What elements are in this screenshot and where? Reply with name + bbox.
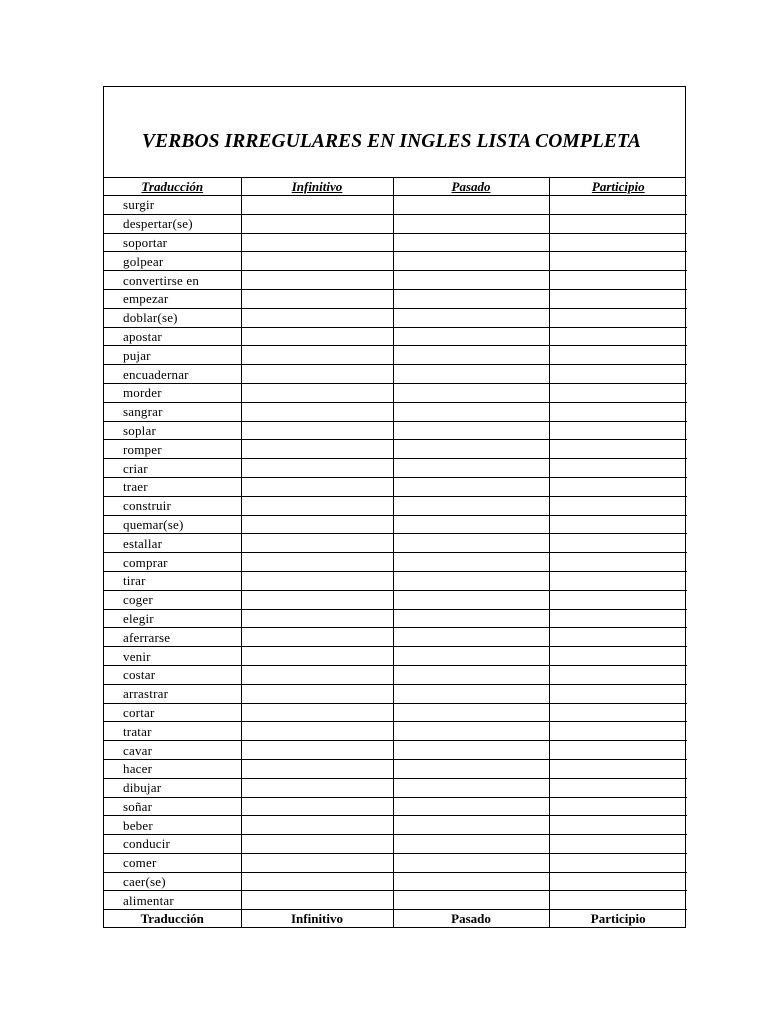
past-cell[interactable] <box>393 778 549 797</box>
infinitive-cell[interactable] <box>241 515 393 534</box>
participle-cell[interactable] <box>549 327 687 346</box>
translation-cell: cavar <box>104 741 241 760</box>
footer-participio: Participio <box>590 911 646 927</box>
participle-cell[interactable] <box>549 741 687 760</box>
infinitive-cell[interactable] <box>241 496 393 515</box>
footer-infinitivo: Infinitivo <box>241 910 393 928</box>
infinitive-cell[interactable] <box>241 477 393 496</box>
translation-cell: surgir <box>104 196 241 215</box>
verb-table-body <box>104 196 687 910</box>
past-cell[interactable] <box>393 853 549 872</box>
past-cell[interactable] <box>393 252 549 271</box>
participle-cell[interactable] <box>549 684 687 703</box>
participle-cell[interactable] <box>549 534 687 553</box>
table-header-row <box>104 178 687 196</box>
translation-cell: convertirse en <box>104 271 241 290</box>
translation-cell: doblar(se) <box>104 308 241 327</box>
translation-cell: venir <box>104 647 241 666</box>
past-cell[interactable] <box>393 271 549 290</box>
table-row <box>104 797 687 816</box>
infinitive-cell[interactable] <box>241 759 393 778</box>
past-cell[interactable] <box>393 365 549 384</box>
table-footer-row <box>104 910 687 928</box>
participle-cell[interactable] <box>549 835 687 854</box>
infinitive-cell[interactable] <box>241 346 393 365</box>
past-cell[interactable] <box>393 402 549 421</box>
infinitive-cell[interactable] <box>241 459 393 478</box>
translation-cell: arrastrar <box>104 684 241 703</box>
footer-pasado: Pasado <box>393 910 549 928</box>
translation-cell: apostar <box>104 327 241 346</box>
translation-cell: elegir <box>104 609 241 628</box>
past-cell[interactable] <box>393 308 549 327</box>
participle-cell[interactable] <box>549 383 687 402</box>
infinitive-cell[interactable] <box>241 534 393 553</box>
infinitive-cell[interactable] <box>241 816 393 835</box>
participle-cell[interactable] <box>549 797 687 816</box>
translation-cell: sangrar <box>104 402 241 421</box>
table-row <box>104 515 687 534</box>
participle-cell[interactable] <box>549 214 687 233</box>
infinitive-cell[interactable] <box>241 628 393 647</box>
infinitive-cell[interactable] <box>241 214 393 233</box>
participle-cell[interactable] <box>549 459 687 478</box>
table-row <box>104 534 687 553</box>
participle-cell[interactable] <box>549 703 687 722</box>
infinitive-cell[interactable] <box>241 872 393 891</box>
participle-cell[interactable] <box>549 853 687 872</box>
table-row <box>104 665 687 684</box>
table-row <box>104 214 687 233</box>
infinitive-cell[interactable] <box>241 797 393 816</box>
verb-table <box>104 178 687 927</box>
translation-cell: tratar <box>104 722 241 741</box>
participle-cell[interactable] <box>549 553 687 572</box>
table-row <box>104 853 687 872</box>
translation-cell: criar <box>104 459 241 478</box>
past-cell[interactable] <box>393 609 549 628</box>
infinitive-cell[interactable] <box>241 365 393 384</box>
table-row <box>104 477 687 496</box>
table-row <box>104 196 687 215</box>
infinitive-cell[interactable] <box>241 590 393 609</box>
participle-cell[interactable] <box>549 346 687 365</box>
infinitive-cell[interactable] <box>241 741 393 760</box>
infinitive-cell[interactable] <box>241 233 393 252</box>
past-cell[interactable] <box>393 477 549 496</box>
table-row <box>104 402 687 421</box>
table-row <box>104 289 687 308</box>
past-cell[interactable] <box>393 553 549 572</box>
infinitive-cell[interactable] <box>241 402 393 421</box>
participle-cell[interactable] <box>549 440 687 459</box>
participle-cell[interactable] <box>549 196 687 215</box>
translation-cell: hacer <box>104 759 241 778</box>
table-row <box>104 271 687 290</box>
infinitive-cell[interactable] <box>241 684 393 703</box>
translation-cell: soportar <box>104 233 241 252</box>
participle-cell[interactable] <box>549 421 687 440</box>
table-row <box>104 383 687 402</box>
translation-cell: construir <box>104 496 241 515</box>
past-cell[interactable] <box>393 684 549 703</box>
infinitive-cell[interactable] <box>241 383 393 402</box>
infinitive-cell[interactable] <box>241 196 393 215</box>
past-cell[interactable] <box>393 759 549 778</box>
infinitive-cell[interactable] <box>241 421 393 440</box>
participle-cell[interactable] <box>549 308 687 327</box>
past-cell[interactable] <box>393 515 549 534</box>
header-participio: Participio <box>549 178 687 196</box>
translation-cell: soplar <box>104 421 241 440</box>
table-row <box>104 628 687 647</box>
infinitive-cell[interactable] <box>241 271 393 290</box>
infinitive-cell[interactable] <box>241 289 393 308</box>
table-row <box>104 778 687 797</box>
participle-cell[interactable] <box>549 496 687 515</box>
translation-cell: cortar <box>104 703 241 722</box>
participle-cell[interactable] <box>549 609 687 628</box>
table-row <box>104 703 687 722</box>
translation-cell: tirar <box>104 571 241 590</box>
past-cell[interactable] <box>393 214 549 233</box>
participle-cell[interactable] <box>549 271 687 290</box>
table-row <box>104 421 687 440</box>
infinitive-cell[interactable] <box>241 647 393 666</box>
past-cell[interactable] <box>393 590 549 609</box>
infinitive-cell[interactable] <box>241 665 393 684</box>
past-cell[interactable] <box>393 835 549 854</box>
table-row <box>104 872 687 891</box>
translation-cell: despertar(se) <box>104 214 241 233</box>
past-cell[interactable] <box>393 534 549 553</box>
translation-cell: aferrarse <box>104 628 241 647</box>
participle-cell[interactable] <box>549 590 687 609</box>
participle-cell[interactable] <box>549 647 687 666</box>
table-row <box>104 647 687 666</box>
translation-cell: conducir <box>104 835 241 854</box>
infinitive-cell[interactable] <box>241 308 393 327</box>
infinitive-cell[interactable] <box>241 722 393 741</box>
participle-cell[interactable] <box>549 872 687 891</box>
table-row <box>104 308 687 327</box>
past-cell[interactable] <box>393 289 549 308</box>
past-cell[interactable] <box>393 797 549 816</box>
translation-cell: empezar <box>104 289 241 308</box>
table-row <box>104 590 687 609</box>
past-cell[interactable] <box>393 196 549 215</box>
participle-cell[interactable] <box>549 571 687 590</box>
table-row <box>104 759 687 778</box>
participle-cell[interactable] <box>549 477 687 496</box>
translation-cell: traer <box>104 477 241 496</box>
past-cell[interactable] <box>393 722 549 741</box>
past-cell[interactable] <box>393 647 549 666</box>
translation-cell: alimentar <box>104 891 241 910</box>
infinitive-cell[interactable] <box>241 891 393 910</box>
participle-cell[interactable] <box>549 778 687 797</box>
past-cell[interactable] <box>393 665 549 684</box>
table-row <box>104 609 687 628</box>
translation-cell: pujar <box>104 346 241 365</box>
table-row <box>104 496 687 515</box>
past-cell[interactable] <box>393 703 549 722</box>
participle-cell[interactable] <box>549 252 687 271</box>
translation-cell: morder <box>104 383 241 402</box>
participle-cell[interactable] <box>549 365 687 384</box>
translation-cell: comer <box>104 853 241 872</box>
participle-cell[interactable] <box>549 816 687 835</box>
table-row <box>104 816 687 835</box>
participle-cell[interactable] <box>549 289 687 308</box>
table-row <box>104 440 687 459</box>
translation-cell: encuadernar <box>104 365 241 384</box>
table-row <box>104 459 687 478</box>
past-cell[interactable] <box>393 459 549 478</box>
participle-cell[interactable] <box>549 891 687 910</box>
table-row <box>104 365 687 384</box>
past-cell[interactable] <box>393 816 549 835</box>
past-cell[interactable] <box>393 741 549 760</box>
participle-cell[interactable] <box>549 759 687 778</box>
infinitive-cell[interactable] <box>241 703 393 722</box>
translation-cell: coger <box>104 590 241 609</box>
infinitive-cell[interactable] <box>241 553 393 572</box>
table-row <box>104 741 687 760</box>
verb-worksheet <box>103 86 686 928</box>
past-cell[interactable] <box>393 872 549 891</box>
table-row <box>104 233 687 252</box>
translation-cell: quemar(se) <box>104 515 241 534</box>
infinitive-cell[interactable] <box>241 440 393 459</box>
past-cell[interactable] <box>393 233 549 252</box>
past-cell[interactable] <box>393 383 549 402</box>
participle-cell[interactable] <box>549 628 687 647</box>
translation-cell: romper <box>104 440 241 459</box>
table-row <box>104 835 687 854</box>
header-traduccion: Traducción <box>104 178 241 196</box>
table-row <box>104 327 687 346</box>
past-cell[interactable] <box>393 891 549 910</box>
header-infinitivo: Infinitivo <box>241 178 393 196</box>
translation-cell: soñar <box>104 797 241 816</box>
translation-cell: dibujar <box>104 778 241 797</box>
past-cell[interactable] <box>393 440 549 459</box>
title-box <box>104 87 685 178</box>
table-row <box>104 891 687 910</box>
participle-cell[interactable] <box>549 722 687 741</box>
page-title: VERBOS IRREGULARES EN INGLES LISTA COMPLETA <box>142 131 641 152</box>
past-cell[interactable] <box>393 628 549 647</box>
table-row <box>104 722 687 741</box>
past-cell[interactable] <box>393 571 549 590</box>
past-cell[interactable] <box>393 346 549 365</box>
past-cell[interactable] <box>393 496 549 515</box>
table-row <box>104 252 687 271</box>
translation-cell: caer(se) <box>104 872 241 891</box>
table-row <box>104 553 687 572</box>
participle-cell[interactable] <box>549 402 687 421</box>
infinitive-cell[interactable] <box>241 609 393 628</box>
header-pasado: Pasado <box>393 178 549 196</box>
infinitive-cell[interactable] <box>241 853 393 872</box>
table-row <box>104 684 687 703</box>
past-cell[interactable] <box>393 327 549 346</box>
table-row <box>104 346 687 365</box>
footer-traduccion: Traducción <box>104 910 241 928</box>
table-row <box>104 571 687 590</box>
participle-cell[interactable] <box>549 515 687 534</box>
translation-cell: golpear <box>104 252 241 271</box>
translation-cell: costar <box>104 665 241 684</box>
infinitive-cell[interactable] <box>241 835 393 854</box>
infinitive-cell[interactable] <box>241 252 393 271</box>
infinitive-cell[interactable] <box>241 571 393 590</box>
participle-cell[interactable] <box>549 233 687 252</box>
translation-cell: comprar <box>104 553 241 572</box>
infinitive-cell[interactable] <box>241 778 393 797</box>
translation-cell: beber <box>104 816 241 835</box>
translation-cell: estallar <box>104 534 241 553</box>
participle-cell[interactable] <box>549 665 687 684</box>
infinitive-cell[interactable] <box>241 327 393 346</box>
past-cell[interactable] <box>393 421 549 440</box>
